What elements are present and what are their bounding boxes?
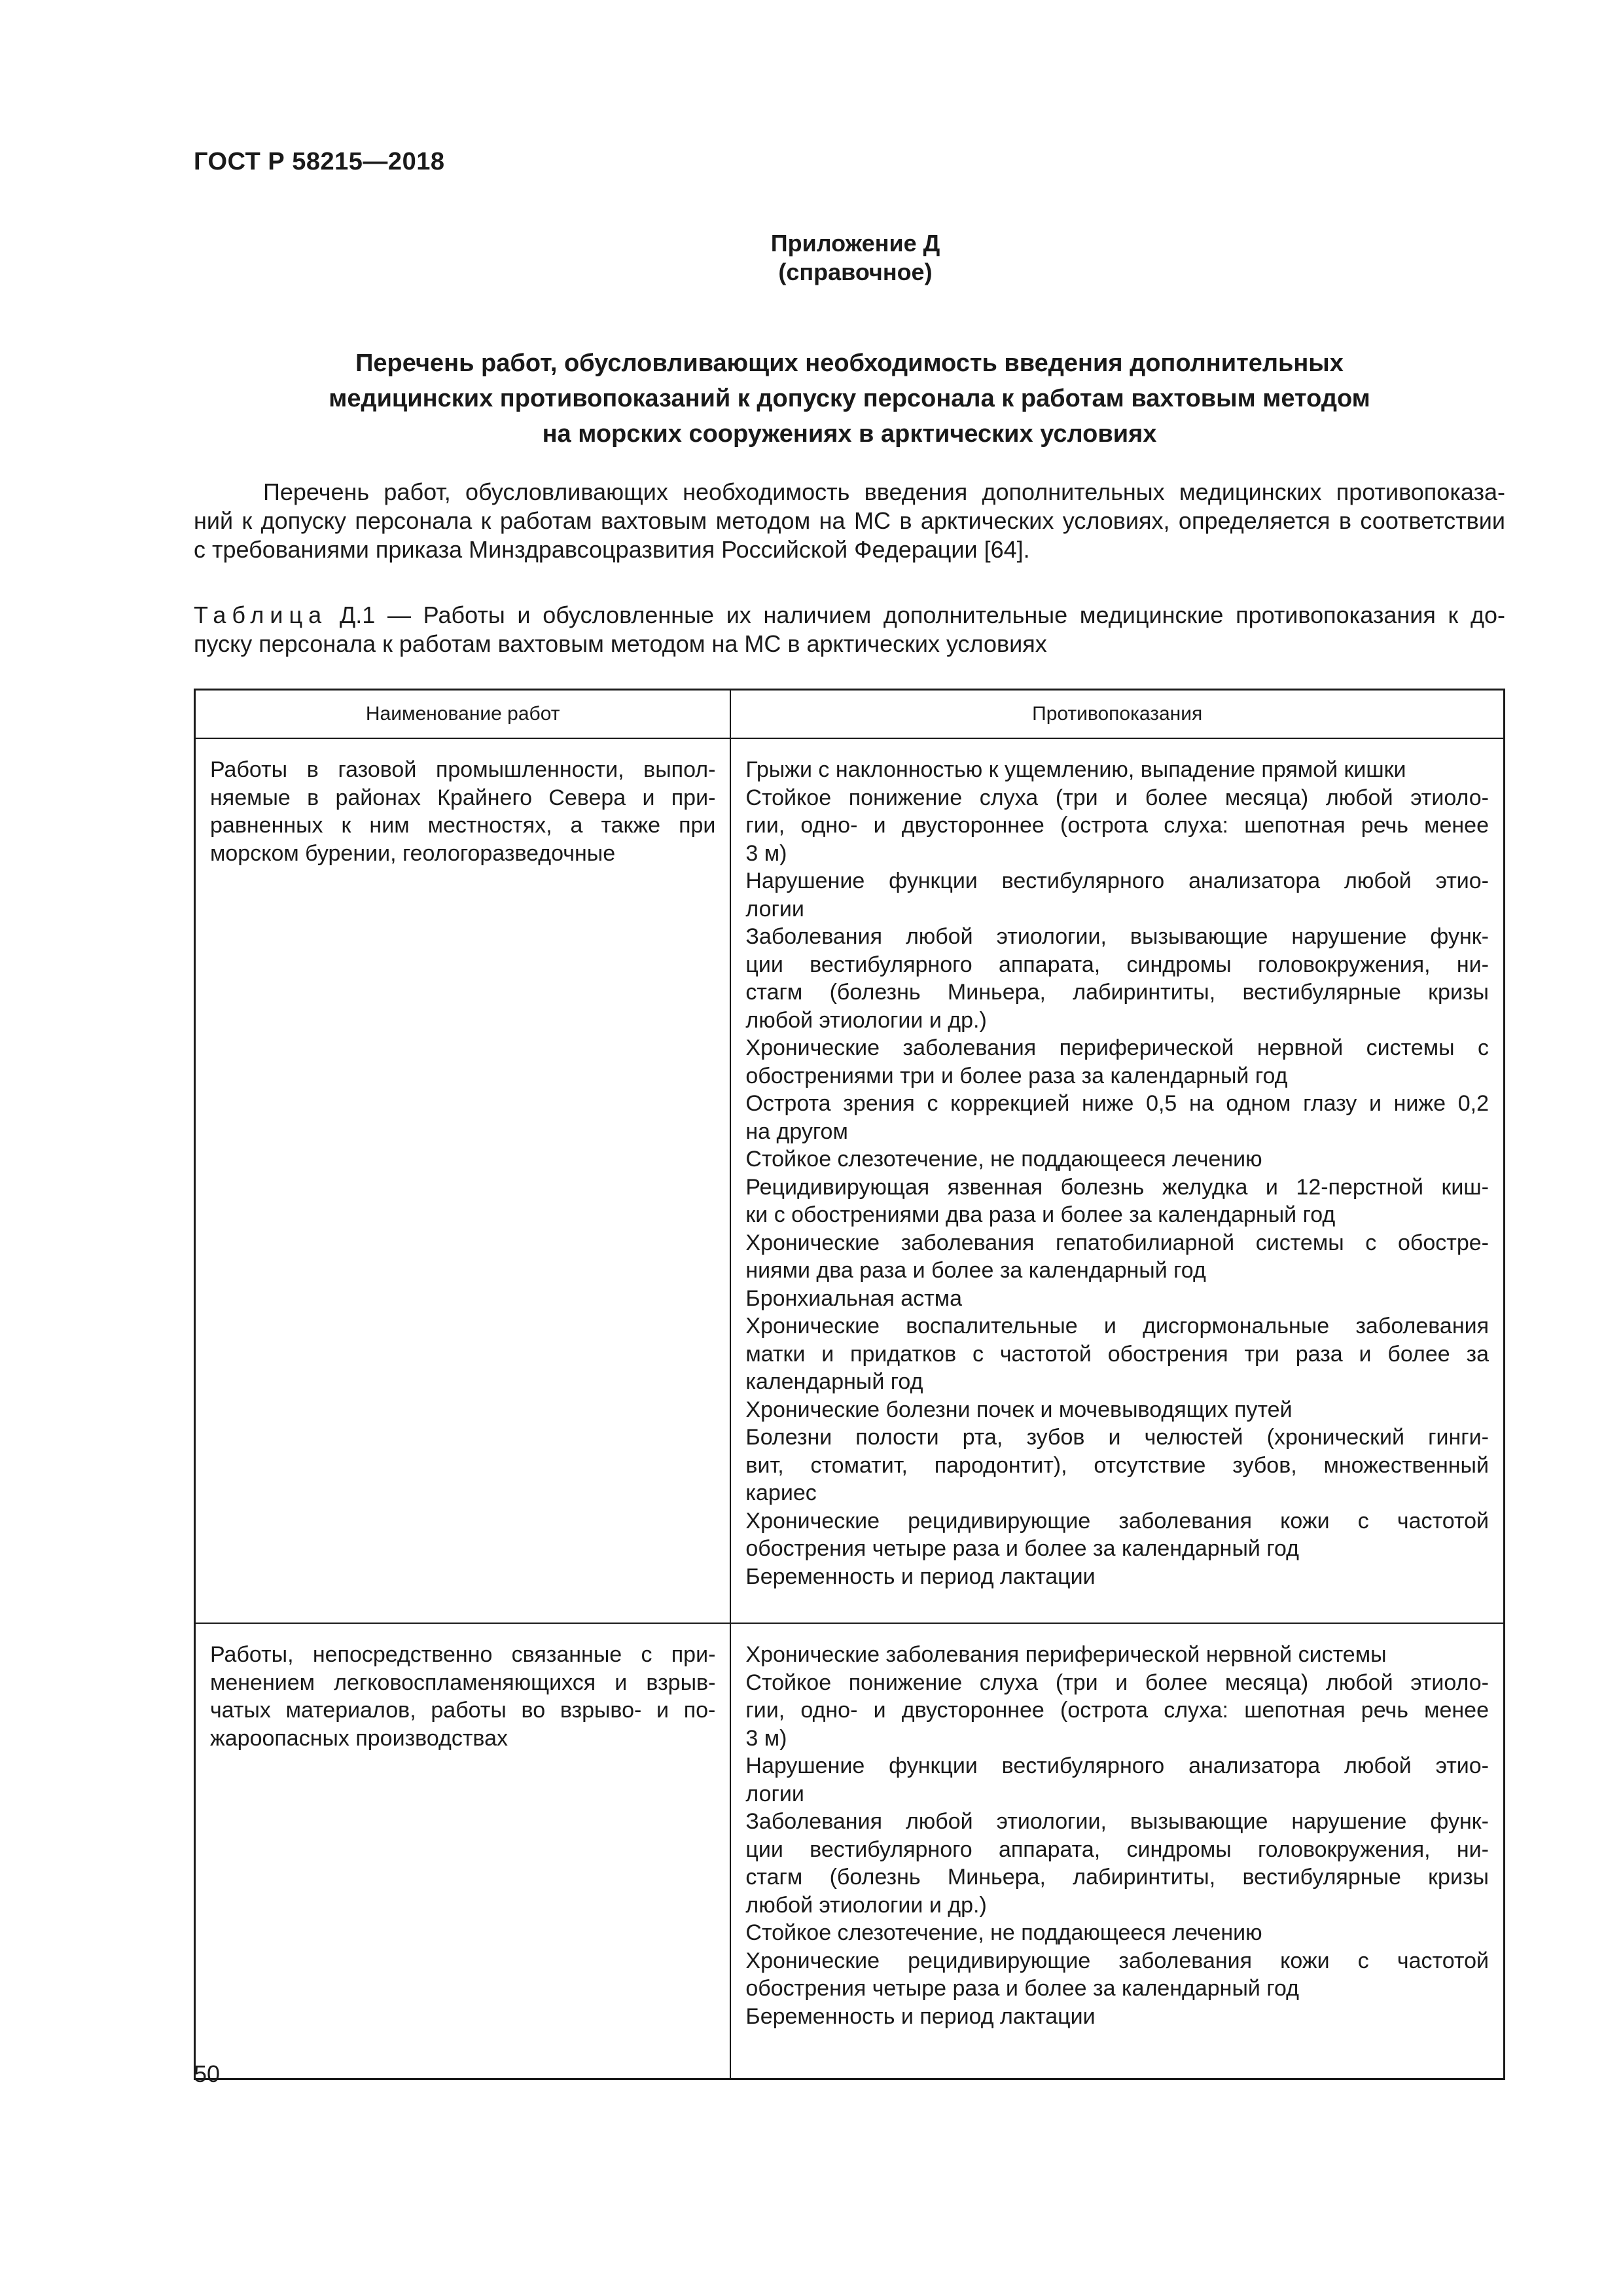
contraindications-cell — [730, 738, 1504, 1623]
section-title — [194, 346, 1505, 452]
contraindication-line: стагм (болезнь Миньера, лабиринтиты, вестибулярные кризы — [745, 1865, 1489, 1890]
work-line: менением легковоспламеняющихся и взрыв- — [210, 1670, 716, 1695]
page-number: 50 — [194, 2060, 221, 2087]
contraindication-line: гии, одно- и двустороннее (острота слуха: шепотная речь менее — [745, 813, 1489, 838]
contraindication-line: Заболевания любой этиологии, вызывающие нарушение функ- — [745, 1809, 1489, 1834]
contraindication-line: Острота зрения с коррекцией ниже 0,5 на одном глазу и ниже 0,2 — [745, 1091, 1489, 1116]
contraindication-line: Хронические заболевания гепатобилиарной системы с обостре- — [745, 1230, 1489, 1255]
table-caption-text: Д.1 — Работы и обусловленные их наличием дополнительные медицинские противопоказания к до- — [339, 601, 1505, 628]
work-line: морском бурении, геологоразведочные — [210, 840, 616, 866]
contraindication-line: Рецидивирующая язвенная болезнь желудка и 12-перстной киш- — [745, 1174, 1489, 1200]
contraindication-line: стагм (болезнь Миньера, лабиринтиты, вестибулярные кризы — [745, 980, 1489, 1005]
section-title-line: на морских сооружениях в арктических условиях — [542, 420, 1157, 448]
table-caption-line — [194, 601, 1505, 630]
document-code: ГОСТ Р 58215—2018 — [194, 148, 445, 175]
table-header-row — [195, 690, 1505, 739]
contraindication-line: Стойкое слезотечение, не поддающееся лечению — [745, 1920, 1262, 1945]
work-cell — [195, 1623, 731, 2079]
appendix-type: (справочное) — [778, 259, 933, 285]
work-line: жароопасных производствах — [210, 1725, 508, 1751]
table-caption-line: пуску персонала к работам вахтовым методом на МС в арктических условиях — [194, 630, 1047, 657]
work-cell — [195, 738, 731, 1623]
contraindication-line: Хронические воспалительные и дисгормональные заболевания — [745, 1314, 1489, 1338]
contraindication-line: календарный год — [745, 1369, 923, 1394]
contraindication-line: Нарушение функции вестибулярного анализатора любой этио- — [745, 1753, 1489, 1778]
contraindication-line: обострения четыре раза и более за календарный год — [745, 1536, 1299, 1561]
contraindication-line: на другом — [745, 1119, 848, 1144]
work-line: чатых материалов, работы во взрыво- и по- — [210, 1698, 716, 1723]
intro-line: с требованиями приказа Минздравсоцразвития Российской Федерации [64]. — [194, 536, 1030, 563]
contraindications-cell — [730, 1623, 1504, 2079]
contraindication-line: вит, стоматит, пародонтит), отсутствие зубов, множественный — [745, 1452, 1489, 1478]
contraindication-line: Нарушение функции вестибулярного анализатора любой этио- — [745, 869, 1489, 893]
contraindication-line: ки с обострениями два раза и более за календарный год — [745, 1202, 1336, 1227]
contraindication-line: Бронхиальная астма — [745, 1285, 963, 1311]
contraindications-table — [194, 689, 1505, 2080]
contraindication-line: Хронические заболевания периферической нервной системы — [745, 1642, 1387, 1667]
work-line: Работы в газовой промышленности, выпол- — [210, 757, 716, 782]
contraindication-line: Болезни полости рта, зубов и челюстей (хронический гинги- — [745, 1425, 1489, 1450]
work-line: Работы, непосредственно связанные с при- — [210, 1642, 716, 1667]
section-title-line: Перечень работ, обусловливающих необходимость введения дополнительных — [355, 350, 1344, 377]
contraindication-line: Стойкое понижение слуха (три и более месяца) любой этиоло- — [745, 785, 1489, 810]
intro-paragraph — [194, 478, 1505, 564]
contraindication-line: Хронические заболевания периферической нервной системы с — [745, 1035, 1489, 1060]
contraindication-line: Хронические болезни почек и мочевыводящих путей — [745, 1397, 1293, 1422]
section-title-line: медицинских противопоказаний к допуску персонала к работам вахтовым методом — [329, 385, 1370, 412]
contraindication-line: Стойкое понижение слуха (три и более месяца) любой этиоло- — [745, 1670, 1489, 1695]
table-label: Таблица — [194, 601, 328, 628]
header-contraindications: Противопоказания — [730, 690, 1504, 739]
work-line: равненных к ним местностях, а также при — [210, 813, 716, 838]
table-caption — [194, 601, 1505, 658]
contraindication-line: 3 м) — [745, 1725, 787, 1751]
contraindication-line: любой этиологии и др.) — [745, 1007, 987, 1033]
contraindication-line: Стойкое слезотечение, не поддающееся лечению — [745, 1147, 1262, 1172]
contraindication-line: ции вестибулярного аппарата, синдромы головокружения, ни- — [745, 1837, 1489, 1862]
contraindication-line: любой этиологии и др.) — [745, 1892, 987, 1918]
table-row — [195, 738, 1505, 1623]
contraindication-line: логии — [745, 896, 804, 922]
contraindication-line: логии — [745, 1781, 804, 1806]
contraindication-line: кариес — [745, 1480, 817, 1505]
contraindication-line: гии, одно- и двустороннее (острота слуха: шепотная речь менее — [745, 1698, 1489, 1723]
contraindication-line: Беременность и период лактации — [745, 1564, 1096, 1589]
contraindication-line: 3 м) — [745, 840, 787, 866]
table-row — [195, 1623, 1505, 2079]
contraindication-line: Заболевания любой этиологии, вызывающие нарушение функ- — [745, 924, 1489, 949]
header-work-name: Наименование работ — [195, 690, 731, 739]
appendix-title: Приложение Д — [770, 230, 940, 257]
contraindication-line: обострениями три и более раза за календарный год — [745, 1063, 1288, 1088]
work-line: няемые в районах Крайнего Севера и при- — [210, 785, 716, 810]
contraindication-line: ниями два раза и более за календарный год — [745, 1258, 1206, 1283]
intro-line: ний к допуску персонала к работам вахтовым методом на МС в арктических условиях, определяется в соответствии — [194, 507, 1505, 534]
contraindication-line: обострения четыре раза и более за календарный год — [745, 1976, 1299, 2001]
contraindication-line: Грыжи с наклонностью к ущемлению, выпадение прямой кишки — [745, 757, 1406, 782]
intro-line: Перечень работ, обусловливающих необходимость введения дополнительных медицинских противопоказа- — [263, 478, 1505, 505]
contraindication-line: Беременность и период лактации — [745, 2003, 1096, 2029]
contraindication-line: матки и придатков с частотой обострения три раза и более за — [745, 1341, 1489, 1367]
contraindication-line: Хронические рецидивирующие заболевания кожи с частотой — [745, 1948, 1489, 1973]
contraindication-line: ции вестибулярного аппарата, синдромы головокружения, ни- — [745, 952, 1489, 977]
contraindication-line: Хронические рецидивирующие заболевания кожи с частотой — [745, 1508, 1489, 1534]
